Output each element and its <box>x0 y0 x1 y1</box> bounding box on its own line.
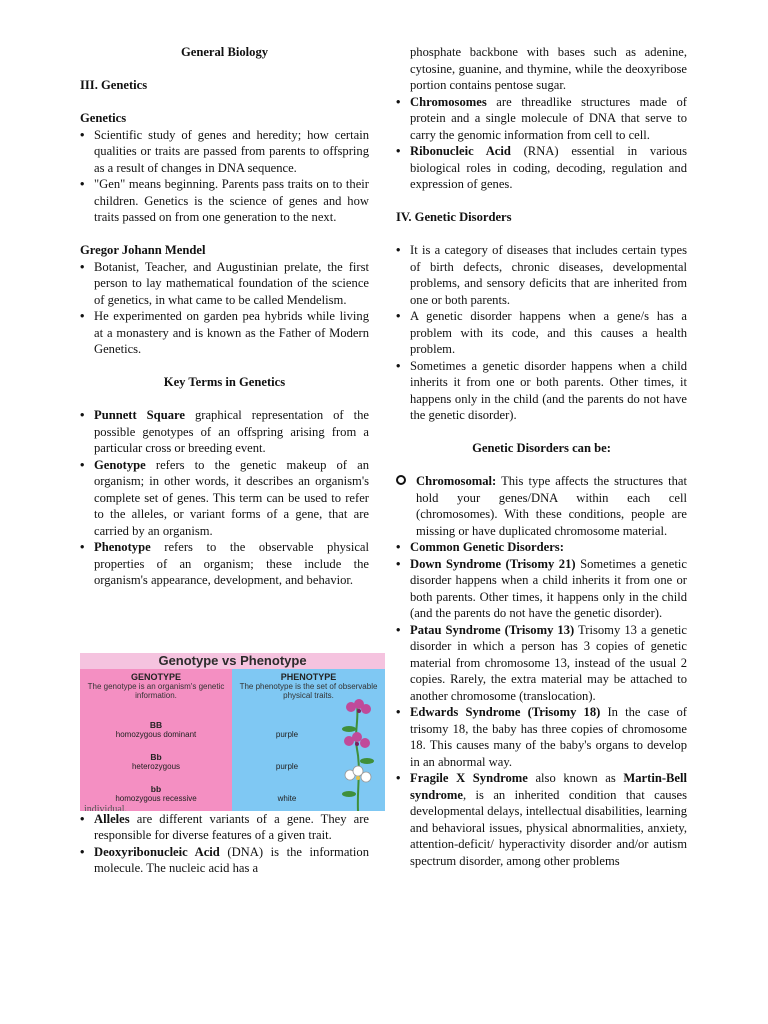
genotype-vs-phenotype-infographic <box>80 653 385 811</box>
syndrome-text: , is an inherited condition that causes developmental delays, intellectual disabilities, learning and behavioral issues, physical abnormalities, anxiety, attention-deficit/ hyperactivity disorder and/or autism spectrum disorder, among other problems <box>410 787 687 868</box>
phenotype-label: purple <box>275 761 299 771</box>
key-term-item <box>396 143 687 193</box>
key-term-name: Chromosomes <box>410 94 487 109</box>
chromosomal-text: This type affects the structures that hold your genes/DNA within each cell (chromosomes). With these conditions, people are missing or have duplicated chromosome material. <box>416 474 687 538</box>
phenotype-label: purple <box>275 729 299 739</box>
key-term-text: refers to the observable physical properties of an organism; these include the organism's appearance, development, and behavior. <box>94 540 369 587</box>
genotype-panel <box>80 669 232 811</box>
key-term-item <box>80 539 369 589</box>
genetics-bullet: • "Gen" means beginning. Parents pass traits on to their children. Genetics is the science of genes and how traits passed on from one generation to the next. <box>80 176 369 226</box>
mendel-bullet: • Botanist, Teacher, and Augustinian prelate, the first person to lay mathematical foundation of the science of genetics, in what came to be called Mendelism. <box>80 259 369 309</box>
genotype-row <box>80 721 232 739</box>
key-term-name: Ribonucleic Acid <box>410 144 511 158</box>
key-term-item <box>80 407 369 457</box>
syndrome-connector: also known as <box>527 771 624 785</box>
genetics-bullet-list <box>80 127 369 226</box>
genotype-row <box>80 753 232 771</box>
key-term-text: are different variants of a gene. They are responsible for diverse features of a given trait. <box>94 811 369 842</box>
phenotype-panel <box>232 669 385 811</box>
more-terms-list <box>80 811 369 877</box>
genotype-heading: GENOTYPE <box>130 671 181 682</box>
chromosomal-term: Chromosomal: <box>416 474 497 488</box>
left-column <box>80 44 378 877</box>
mendel-heading: Gregor Johann Mendel <box>80 243 206 257</box>
key-term-name: Phenotype <box>94 540 151 554</box>
syndrome-text: Sometimes a genetic disorder happens when a child inherits it from one or both parents. Other times, it happens only in the child (and the parents do not have the genetic disorder). <box>410 556 687 620</box>
disorder-bullet: • It is a category of diseases that includes certain types of birth defects, chronic diseases, developmental problems, and sensory deficits that are inherited from one or both parents. <box>396 242 687 308</box>
key-term-name: Deoxyribonucleic Acid <box>94 844 220 859</box>
key-term-text: (RNA) essential in various biological roles in coding, decoding, regulation and expression of genes. <box>410 144 687 191</box>
disorder-bullet: • Sometimes a genetic disorder happens when a child inherits it from one or both parents. Other times, it happens only in the child (and the parents do not have the genetic disorder). <box>396 358 687 424</box>
purple-flower-icon <box>344 732 370 748</box>
syndrome-name: Down Syndrome (Trisomy 21) <box>410 556 576 571</box>
infographic-title: Genotype vs Phenotype <box>80 653 385 669</box>
syndrome-alt-name: Martin-Bell syndrome <box>410 771 688 802</box>
hollow-circle-bullet-icon <box>396 475 406 485</box>
key-term-text: graphical representation of the possible genotypes of an offspring arising from a particular cross or breeding event. <box>94 408 370 455</box>
chromosomal-item <box>396 473 687 539</box>
disorders-can-be-title: Genetic Disorders can be: <box>472 441 611 455</box>
common-disorders-label: Common Genetic Disorders: <box>410 540 564 554</box>
syndrome-name: Fragile X Syndrome <box>410 771 528 785</box>
key-term-item <box>80 457 369 540</box>
syndrome-item <box>396 770 687 869</box>
key-term-name: Alleles <box>94 811 130 826</box>
genotype-code: Bb <box>150 751 162 762</box>
syndrome-item <box>396 622 687 705</box>
genotype-label: homozygous dominant <box>115 729 197 739</box>
genetics-subheading: Genetics <box>80 111 127 125</box>
phenotype-label: white <box>277 793 297 803</box>
common-disorders-heading <box>396 539 687 556</box>
infographic-cut-text: individual. <box>84 804 128 811</box>
section-genetic-disorders-heading: IV. Genetic Disorders <box>396 210 512 224</box>
key-term-item <box>80 844 369 877</box>
purple-flower-icon <box>346 699 371 714</box>
syndrome-item <box>396 556 687 622</box>
right-column <box>396 44 687 869</box>
disorder-bullet: • A genetic disorder happens when a gene/s has a problem with its code, and this causes a health problem. <box>396 308 687 358</box>
genotype-code: bb <box>150 783 162 794</box>
key-term-name: Punnett Square <box>94 408 185 422</box>
document-title: General Biology <box>180 45 269 59</box>
mendel-bullet-list <box>80 259 369 358</box>
disorder-bullet-list <box>396 242 687 424</box>
syndrome-text: In the case of trisomy 18, the baby has three copies of chromosome 18. This causes many of the baby's organs to develop in an abnormal way. <box>410 705 687 769</box>
syndrome-list <box>396 539 687 869</box>
genotype-description: The genotype is an organism's genetic information. <box>87 681 225 700</box>
genotype-label: heterozygous <box>131 761 181 771</box>
phenotype-heading: PHENOTYPE <box>280 671 337 682</box>
key-terms-list <box>80 407 369 589</box>
syndrome-item <box>396 704 687 770</box>
genotype-row <box>80 785 232 803</box>
right-terms-list <box>396 94 687 193</box>
key-term-text: are threadlike structures made of protein and a single molecule of DNA that serve to carry the genomic information from cell to cell. <box>410 94 687 142</box>
white-flower-icon <box>345 766 371 782</box>
key-term-name: Genotype <box>94 457 146 472</box>
syndrome-text: Trisomy 13 a genetic disorder in which a person has 3 copies of genetic material from chromosome 13, instead of the usual 2 copies. Rarely, the extra material may be attached to another chromosome (translocation). <box>410 622 687 703</box>
syndrome-name: Edwards Syndrome (Trisomy 18) <box>410 705 601 719</box>
genotype-code: BB <box>149 719 163 730</box>
dna-continuation: phosphate backbone with bases such as adenine, cytosine, guanine, and thymine, while the deoxyribose portion contains pentose sugar. <box>410 45 687 92</box>
key-term-text: (DNA) is the information molecule. The nucleic acid has a <box>94 844 369 875</box>
key-term-item <box>396 94 687 144</box>
mendel-bullet: • He experimented on garden pea hybrids while living at a monastery and is known as the Father of Modern Genetics. <box>80 308 369 358</box>
key-terms-title: Key Terms in Genetics <box>163 375 286 389</box>
pea-plant-illustration <box>337 699 379 811</box>
genetics-bullet: • Scientific study of genes and heredity; how certain qualities or traits are passed from parents to offspring as a result of changes in DNA sequence. <box>80 127 369 177</box>
phenotype-description: The phenotype is the set of observable physical traits. <box>239 681 378 700</box>
section-genetics-heading: III. Genetics <box>80 78 148 92</box>
key-term-item <box>80 811 369 844</box>
syndrome-name: Patau Syndrome (Trisomy 13) <box>410 622 575 637</box>
genotype-label: homozygous recessive <box>115 793 197 803</box>
key-term-text: refers to the genetic makeup of an organism; in other words, it describes an organism's complete set of genes. This term can be used to refer to the alleles, or variant forms of a gene, that are carried by an organism. <box>94 457 369 538</box>
